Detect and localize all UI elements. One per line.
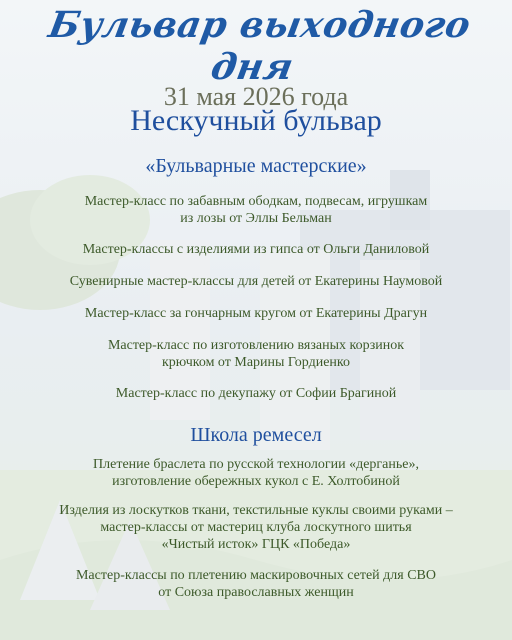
list-item: Мастер-класс за гончарным кругом от Екатерины Драгун [84,306,428,321]
section-title-crafts-school: Школа ремесел [190,424,322,446]
list-item: Сувенирные мастер-классы для детей от Екатерины Наумовой [69,274,443,289]
list-item: Плетение браслета по русской технологии «дерганье», изготовление обережных кукол с Е. Холтобиной [93,457,419,489]
section-title-workshops: «Бульварные мастерские» [145,155,367,177]
list-item: Мастер-класс по декупажу от Софии Брагиной [115,386,397,401]
list-item: Изделия из лоскутков ткани, текстильные куклы своими руками – мастер-классы от мастериц клуба лоскутного шитья «Чистый исток» ГЦК «Победа» [59,503,453,552]
list-item: Мастер-класс по забавным ободкам, подвесам, игрушкам из лозы от Эллы Бельман [84,194,428,226]
event-date: 31 мая 2026 года [163,82,349,111]
list-item: Мастер-классы по плетению маскировочных сетей для СВО от Союза православных женщин [75,568,436,600]
venue-title: Нескучный бульвар [130,104,382,137]
list-item: Мастер-класс по изготовлению вязаных корзинок крючком от Марины Гордиенко [107,338,405,370]
script-title: Бульвар выходного дня [45,4,474,88]
list-item: Мастер-классы с изделиями из гипса от Ольги Даниловой [82,242,430,257]
